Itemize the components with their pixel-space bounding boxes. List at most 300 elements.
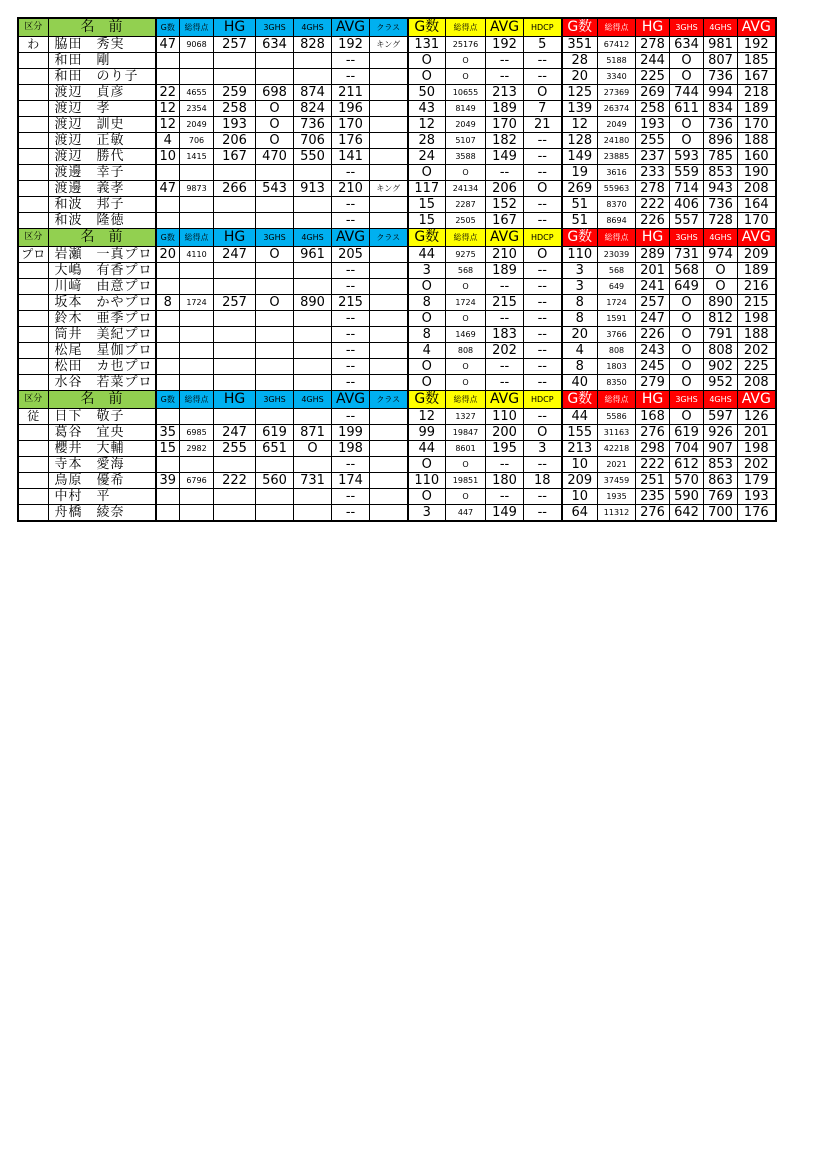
- data-cell: 570: [670, 472, 704, 488]
- data-cell: --: [524, 196, 562, 212]
- data-cell: [214, 408, 256, 424]
- data-cell: 189: [486, 262, 524, 278]
- data-cell: [256, 456, 294, 472]
- data-cell: 215: [332, 294, 370, 310]
- data-cell: 99: [408, 424, 446, 440]
- data-cell: 244: [636, 52, 670, 68]
- data-cell: 50: [408, 84, 446, 100]
- data-cell: 1724: [598, 294, 636, 310]
- data-cell: [370, 294, 408, 310]
- data-cell: 3: [562, 278, 598, 294]
- data-cell: [156, 262, 180, 278]
- data-cell: [156, 310, 180, 326]
- category-cell: [18, 456, 48, 472]
- data-cell: 3: [408, 504, 446, 521]
- table-row: [18, 52, 776, 68]
- data-cell: 611: [670, 100, 704, 116]
- data-cell: 110: [486, 408, 524, 424]
- data-cell: [370, 212, 408, 228]
- data-cell: 28: [562, 52, 598, 68]
- data-cell: 15: [156, 440, 180, 456]
- data-cell: [180, 164, 214, 180]
- data-cell: [156, 488, 180, 504]
- data-cell: [156, 408, 180, 424]
- data-cell: 276: [636, 424, 670, 440]
- data-cell: 202: [738, 456, 776, 472]
- table-row: [18, 358, 776, 374]
- category-cell: [18, 212, 48, 228]
- data-cell: 128: [562, 132, 598, 148]
- data-cell: 269: [562, 180, 598, 196]
- table-row: [18, 342, 776, 358]
- table-row: [18, 246, 776, 262]
- data-cell: 2354: [180, 100, 214, 116]
- player-name: 筒井 美紀プロ: [48, 326, 156, 342]
- data-cell: 37459: [598, 472, 636, 488]
- data-cell: 255: [214, 440, 256, 456]
- player-name: 鳥原 優希: [48, 472, 156, 488]
- data-cell: 863: [704, 472, 738, 488]
- header-ghs4: 4GHS: [704, 228, 738, 246]
- header-total: 総得点: [180, 18, 214, 36]
- data-cell: 12: [156, 116, 180, 132]
- data-cell: [256, 68, 294, 84]
- data-cell: O: [670, 52, 704, 68]
- data-cell: 208: [738, 374, 776, 390]
- data-cell: 237: [636, 148, 670, 164]
- data-cell: [294, 52, 332, 68]
- data-cell: 736: [294, 116, 332, 132]
- player-name: 和波 隆徳: [48, 212, 156, 228]
- data-cell: O: [256, 116, 294, 132]
- data-cell: 183: [486, 326, 524, 342]
- data-cell: 35: [156, 424, 180, 440]
- data-cell: 193: [738, 488, 776, 504]
- data-cell: [370, 262, 408, 278]
- data-cell: [256, 358, 294, 374]
- player-name: 和田 のり子: [48, 68, 156, 84]
- data-cell: O: [670, 132, 704, 148]
- data-cell: [156, 456, 180, 472]
- data-cell: [370, 164, 408, 180]
- data-cell: 155: [562, 424, 598, 440]
- table-row: [18, 84, 776, 100]
- player-name: 渡邊 義孝: [48, 180, 156, 196]
- data-cell: 298: [636, 440, 670, 456]
- header-avg: AVG: [332, 228, 370, 246]
- header-ghs4: 4GHS: [704, 18, 738, 36]
- data-cell: --: [332, 262, 370, 278]
- table-row: [18, 326, 776, 342]
- data-cell: [294, 326, 332, 342]
- category-cell: [18, 148, 48, 164]
- category-cell: [18, 472, 48, 488]
- data-cell: 170: [332, 116, 370, 132]
- header-total: 総得点: [598, 390, 636, 408]
- data-cell: [256, 212, 294, 228]
- data-cell: 279: [636, 374, 670, 390]
- data-cell: 961: [294, 246, 332, 262]
- data-cell: 907: [704, 440, 738, 456]
- data-cell: O: [446, 374, 486, 390]
- data-cell: 170: [738, 116, 776, 132]
- data-cell: [214, 310, 256, 326]
- table-row: [18, 196, 776, 212]
- table-row: [18, 294, 776, 310]
- data-cell: O: [408, 358, 446, 374]
- player-name: 坂本 かやプロ: [48, 294, 156, 310]
- data-cell: [370, 472, 408, 488]
- player-name: 渡辺 孝: [48, 100, 156, 116]
- data-cell: 40: [562, 374, 598, 390]
- header-hg: HG: [636, 18, 670, 36]
- header-class: クラス: [370, 228, 408, 246]
- data-cell: 198: [738, 440, 776, 456]
- data-cell: 209: [562, 472, 598, 488]
- data-cell: 278: [636, 36, 670, 52]
- data-cell: 3588: [446, 148, 486, 164]
- data-cell: [256, 196, 294, 212]
- player-name: 日下 敬子: [48, 408, 156, 424]
- data-cell: 731: [670, 246, 704, 262]
- header-ghs3: 3GHS: [256, 18, 294, 36]
- data-cell: 206: [486, 180, 524, 196]
- data-cell: 568: [446, 262, 486, 278]
- category-cell: [18, 116, 48, 132]
- data-cell: 125: [562, 84, 598, 100]
- data-cell: 247: [214, 424, 256, 440]
- data-cell: 11312: [598, 504, 636, 521]
- data-cell: [214, 196, 256, 212]
- data-cell: 2505: [446, 212, 486, 228]
- data-cell: [256, 342, 294, 358]
- table-row: [18, 180, 776, 196]
- player-name: 櫻井 大輔: [48, 440, 156, 456]
- header-ghs4: 4GHS: [294, 18, 332, 36]
- data-cell: --: [524, 456, 562, 472]
- data-cell: 10: [562, 488, 598, 504]
- data-cell: [294, 456, 332, 472]
- category-cell: [18, 196, 48, 212]
- category-cell: [18, 374, 48, 390]
- data-cell: 218: [738, 84, 776, 100]
- data-cell: 247: [214, 246, 256, 262]
- data-cell: --: [332, 342, 370, 358]
- data-cell: --: [486, 278, 524, 294]
- category-cell: [18, 342, 48, 358]
- data-cell: 619: [256, 424, 294, 440]
- header-ghs3: 3GHS: [256, 390, 294, 408]
- data-cell: 164: [738, 196, 776, 212]
- data-cell: 20: [562, 68, 598, 84]
- data-cell: 258: [636, 100, 670, 116]
- header-ghs3: 3GHS: [670, 18, 704, 36]
- data-cell: [370, 84, 408, 100]
- category-cell: [18, 68, 48, 84]
- header-total: 総得点: [180, 390, 214, 408]
- header-avg: AVG: [486, 18, 524, 36]
- data-cell: 634: [256, 36, 294, 52]
- data-cell: O: [670, 408, 704, 424]
- data-cell: 189: [738, 100, 776, 116]
- data-cell: 9068: [180, 36, 214, 52]
- data-cell: 168: [636, 408, 670, 424]
- header-ghs4: 4GHS: [294, 390, 332, 408]
- data-cell: 828: [294, 36, 332, 52]
- data-cell: 559: [670, 164, 704, 180]
- data-cell: 994: [704, 84, 738, 100]
- data-cell: 192: [486, 36, 524, 52]
- data-cell: [180, 504, 214, 521]
- data-cell: [180, 52, 214, 68]
- data-cell: [156, 212, 180, 228]
- data-cell: --: [524, 278, 562, 294]
- header-total: 総得点: [446, 18, 486, 36]
- header-category: 区分: [18, 228, 48, 246]
- data-cell: 24180: [598, 132, 636, 148]
- data-cell: 634: [670, 36, 704, 52]
- data-cell: 23885: [598, 148, 636, 164]
- data-cell: 241: [636, 278, 670, 294]
- data-cell: [156, 374, 180, 390]
- data-cell: --: [332, 326, 370, 342]
- data-cell: 131: [408, 36, 446, 52]
- data-cell: O: [408, 456, 446, 472]
- table-row: [18, 164, 776, 180]
- data-cell: 7: [524, 100, 562, 116]
- data-cell: --: [332, 52, 370, 68]
- data-cell: 5188: [598, 52, 636, 68]
- data-cell: [214, 504, 256, 521]
- header-avg: AVG: [486, 390, 524, 408]
- category-cell: [18, 164, 48, 180]
- data-cell: 167: [486, 212, 524, 228]
- data-cell: [370, 504, 408, 521]
- data-cell: --: [524, 262, 562, 278]
- data-cell: 612: [670, 456, 704, 472]
- data-cell: [214, 262, 256, 278]
- data-cell: 1469: [446, 326, 486, 342]
- data-cell: [294, 262, 332, 278]
- header-name: 名 前: [48, 228, 156, 246]
- header-row: [18, 390, 776, 408]
- data-cell: O: [408, 488, 446, 504]
- data-cell: 26374: [598, 100, 636, 116]
- data-cell: [294, 342, 332, 358]
- data-cell: [294, 196, 332, 212]
- table-row: [18, 488, 776, 504]
- data-cell: 213: [562, 440, 598, 456]
- data-cell: 470: [256, 148, 294, 164]
- data-cell: 8: [562, 294, 598, 310]
- data-cell: 12: [156, 100, 180, 116]
- data-cell: 189: [738, 262, 776, 278]
- data-cell: 2049: [598, 116, 636, 132]
- player-name: 渡辺 正敏: [48, 132, 156, 148]
- data-cell: [256, 408, 294, 424]
- data-cell: 769: [704, 488, 738, 504]
- data-cell: [180, 212, 214, 228]
- data-cell: 251: [636, 472, 670, 488]
- data-cell: --: [332, 488, 370, 504]
- data-cell: 278: [636, 180, 670, 196]
- data-cell: O: [446, 164, 486, 180]
- data-cell: [256, 488, 294, 504]
- data-cell: 1803: [598, 358, 636, 374]
- data-cell: O: [256, 294, 294, 310]
- data-cell: 170: [486, 116, 524, 132]
- data-cell: 1935: [598, 488, 636, 504]
- data-cell: 225: [636, 68, 670, 84]
- data-cell: --: [486, 456, 524, 472]
- data-cell: [214, 326, 256, 342]
- header-ghs4: 4GHS: [294, 228, 332, 246]
- data-cell: --: [524, 52, 562, 68]
- data-cell: [180, 278, 214, 294]
- category-cell: [18, 100, 48, 116]
- data-cell: [370, 310, 408, 326]
- data-cell: 196: [332, 100, 370, 116]
- data-cell: 3616: [598, 164, 636, 180]
- data-cell: 152: [486, 196, 524, 212]
- data-cell: 19847: [446, 424, 486, 440]
- player-name: 川﨑 由意プロ: [48, 278, 156, 294]
- data-cell: 193: [636, 116, 670, 132]
- data-cell: --: [524, 68, 562, 84]
- data-cell: 245: [636, 358, 670, 374]
- data-cell: 208: [738, 180, 776, 196]
- data-cell: 890: [294, 294, 332, 310]
- data-cell: O: [446, 52, 486, 68]
- data-cell: 4: [562, 342, 598, 358]
- data-cell: --: [524, 374, 562, 390]
- data-cell: 728: [704, 212, 738, 228]
- data-cell: 706: [180, 132, 214, 148]
- header-avg: AVG: [738, 228, 776, 246]
- data-cell: 1591: [598, 310, 636, 326]
- data-cell: 141: [332, 148, 370, 164]
- header-avg: AVG: [738, 390, 776, 408]
- header-g_count: G数: [156, 18, 180, 36]
- score-table-body: [18, 18, 776, 521]
- data-cell: 568: [598, 262, 636, 278]
- data-cell: [156, 196, 180, 212]
- data-cell: [180, 488, 214, 504]
- data-cell: O: [670, 294, 704, 310]
- data-cell: 812: [704, 310, 738, 326]
- data-cell: [180, 326, 214, 342]
- data-cell: --: [486, 310, 524, 326]
- header-ghs4: 4GHS: [704, 390, 738, 408]
- data-cell: 225: [738, 358, 776, 374]
- data-cell: O: [670, 310, 704, 326]
- data-cell: 8350: [598, 374, 636, 390]
- header-class: クラス: [370, 390, 408, 408]
- header-g_count: G数: [562, 390, 598, 408]
- header-g_count: G数: [562, 228, 598, 246]
- data-cell: [370, 52, 408, 68]
- data-cell: [156, 358, 180, 374]
- data-cell: 202: [738, 342, 776, 358]
- data-cell: --: [332, 408, 370, 424]
- data-cell: --: [332, 68, 370, 84]
- data-cell: 43: [408, 100, 446, 116]
- data-cell: [156, 504, 180, 521]
- table-row: [18, 100, 776, 116]
- data-cell: 808: [598, 342, 636, 358]
- data-cell: 213: [486, 84, 524, 100]
- data-cell: 195: [486, 440, 524, 456]
- data-cell: 853: [704, 164, 738, 180]
- data-cell: --: [332, 278, 370, 294]
- category-cell: [18, 262, 48, 278]
- data-cell: --: [524, 488, 562, 504]
- data-cell: O: [670, 342, 704, 358]
- data-cell: 20: [562, 326, 598, 342]
- data-cell: [256, 326, 294, 342]
- data-cell: [370, 278, 408, 294]
- data-cell: 206: [214, 132, 256, 148]
- data-cell: 189: [486, 100, 524, 116]
- header-hdcp: HDCP: [524, 18, 562, 36]
- player-name: 脇田 秀実: [48, 36, 156, 52]
- data-cell: --: [524, 504, 562, 521]
- data-cell: 67412: [598, 36, 636, 52]
- data-cell: 110: [408, 472, 446, 488]
- data-cell: 126: [738, 408, 776, 424]
- data-cell: [370, 246, 408, 262]
- data-cell: O: [294, 440, 332, 456]
- data-cell: [214, 52, 256, 68]
- data-cell: --: [332, 310, 370, 326]
- data-cell: 200: [486, 424, 524, 440]
- header-total: 総得点: [446, 390, 486, 408]
- data-cell: 560: [256, 472, 294, 488]
- data-cell: 706: [294, 132, 332, 148]
- data-cell: 4655: [180, 84, 214, 100]
- header-category: 区分: [18, 18, 48, 36]
- data-cell: [256, 262, 294, 278]
- data-cell: 47: [156, 36, 180, 52]
- data-cell: [180, 310, 214, 326]
- data-cell: 202: [486, 342, 524, 358]
- data-cell: [156, 164, 180, 180]
- data-cell: O: [670, 116, 704, 132]
- data-cell: [370, 424, 408, 440]
- data-cell: --: [486, 374, 524, 390]
- data-cell: [214, 342, 256, 358]
- data-cell: 568: [670, 262, 704, 278]
- data-cell: 28: [408, 132, 446, 148]
- category-cell: プロ: [18, 246, 48, 262]
- data-cell: 222: [636, 196, 670, 212]
- player-name: 葛谷 宜央: [48, 424, 156, 440]
- data-cell: [156, 326, 180, 342]
- data-cell: --: [524, 326, 562, 342]
- table-row: [18, 472, 776, 488]
- data-cell: [370, 358, 408, 374]
- data-cell: 8: [156, 294, 180, 310]
- table-row: [18, 68, 776, 84]
- data-cell: 235: [636, 488, 670, 504]
- data-cell: 23039: [598, 246, 636, 262]
- data-cell: 1327: [446, 408, 486, 424]
- data-cell: O: [408, 374, 446, 390]
- header-row: [18, 18, 776, 36]
- data-cell: 255: [636, 132, 670, 148]
- data-cell: 64: [562, 504, 598, 521]
- data-cell: 19: [562, 164, 598, 180]
